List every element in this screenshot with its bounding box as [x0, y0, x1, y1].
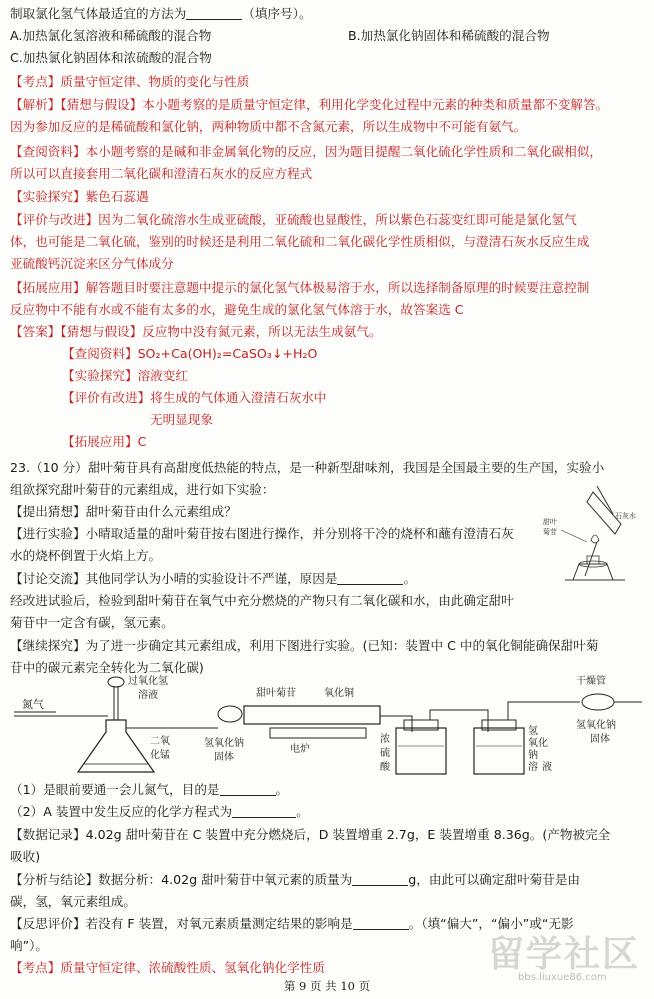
- analysis-line: 【实验探究】紫色石蕊遇: [10, 189, 149, 204]
- svg-text:硫: 硫: [380, 748, 390, 759]
- question-line: 经改进试验后，检验到甜叶菊苷在氧气中充分燃烧的产物只有二氧化碳和水，由此确定甜叶: [10, 593, 514, 608]
- analysis-line: 【拓展应用】解答题目时要注意题中提示的氯化氢气体极易溶于水，所以选择制备原理的时候要注意控制: [10, 280, 590, 295]
- question-line: 【进行实验】小晴取适量的甜叶菊苷按右图进行操作，并分别将干冷的烧杯和蘸有澄清石灰: [10, 526, 514, 541]
- key-point: 【考点】质量守恒定律、物质的变化与性质: [10, 74, 250, 89]
- question-line: 菊苷中一定含有碳，氢元素。: [10, 615, 174, 630]
- svg-text:二氧: 二氧: [150, 736, 170, 747]
- option-line: [10, 26, 644, 46]
- watermark-url: bbs.liuxue86.com: [518, 972, 607, 983]
- limewater-label: 石灰水: [615, 512, 636, 520]
- answer-blank: [232, 803, 296, 818]
- answer-blank: [186, 5, 242, 20]
- svg-text:氧化: 氧化: [528, 738, 548, 749]
- question-line: 【反思评价】若没有 F 装置，对氧元素质量测定结果的影响是 。（填“偏大”，“偏小”或“无影: [10, 916, 574, 931]
- svg-text:溶液: 溶液: [138, 690, 158, 701]
- svg-text:甜叶菊苷: 甜叶菊苷: [256, 688, 296, 699]
- question-line: 吸收): [10, 849, 41, 864]
- question-line: 制取氯化氢气体最适宜的方法为 （填序号）。: [10, 6, 312, 21]
- page-footer: 第 9 页 共 10 页: [283, 979, 371, 993]
- svg-text:液: 液: [542, 762, 552, 773]
- question-line: （1）是眼前要通一会儿氮气，目的是 。: [10, 782, 289, 797]
- analysis-line: 因为参加反应的是稀硫酸和氯化钠，两种物质中都不含氮元素，所以生成物中不可能有氨气。: [10, 119, 527, 134]
- analysis-line: 【评价与改进】因为二氧化硫溶水生成亚硫酸，亚硫酸也显酸性，所以紫色石蕊变红即可能是氯化氢气: [10, 212, 577, 227]
- answer-line: 无明显现象: [150, 412, 213, 427]
- question-line: 苷中的碳元素完全转化为二氧化碳): [10, 660, 204, 675]
- nitrogen-label: 氮气: [22, 698, 44, 711]
- svg-text:酸: 酸: [380, 762, 390, 773]
- key-point: 【考点】质量守恒定律、浓硫酸性质、氢氧化钠化学性质: [10, 960, 325, 975]
- answer-line: 【拓展应用】C: [62, 434, 147, 449]
- svg-text:电炉: 电炉: [290, 744, 310, 755]
- answer-line: 【查阅资料】SO₂+Ca(OH)₂=CaSO₃↓+H₂O: [62, 346, 318, 361]
- svg-text:固体: 固体: [214, 752, 234, 763]
- svg-text:浓: 浓: [380, 734, 390, 745]
- svg-text:溶: 溶: [528, 762, 538, 773]
- answer-blank: [337, 570, 403, 585]
- apparatus-diagram: [8, 672, 646, 780]
- combustion-figure: [535, 484, 645, 589]
- sample-label-2: 菊苷: [543, 528, 557, 536]
- svg-text:氧化铜: 氧化铜: [324, 688, 354, 699]
- svg-text:固体: 固体: [590, 734, 610, 745]
- question-line: 【继续探究】为了进一步确定其元素组成，利用下图进行实验。(已知：装置中 C 中的氧化铜能确保甜叶菊: [10, 638, 599, 653]
- question-line: 碳，氢，氧元素组成。: [10, 894, 136, 909]
- watermark-brand: 留学社区: [488, 934, 641, 975]
- question-line: 【讨论交流】其他同学认为小晴的实验设计不严谨，原因是 。: [10, 571, 417, 586]
- analysis-line: 反应物中不能有水或不能有太多的水，避免生成的氯化氢气体溶于水，故答案选 C: [10, 302, 464, 317]
- option-b: B.加热氯化钠固体和稀硫酸的混合物: [348, 28, 550, 43]
- analysis-line: 【解析】【猜想与假设】本小题考察的是质量守恒定律，利用化学变化过程中元素的种类和质量都不变解答。: [10, 97, 609, 112]
- analysis-line: 体，也可能是二氧化硫，鉴别的时候还是利用二氧化硫和二氧化碳化学性质相似，与澄清石灰水反应生成: [10, 234, 590, 249]
- svg-text:化锰: 化锰: [150, 750, 170, 761]
- analysis-line: 亚硫酸钙沉淀来区分气体成分: [10, 256, 174, 271]
- svg-text:钠: 钠: [528, 750, 538, 761]
- answer-blank: [352, 871, 408, 886]
- analysis-line: 【查阅资料】本小题考察的是碱和非金属氧化物的反应，因为题目提醒二氧化硫化学性质和二氧化碳相似，: [10, 144, 602, 159]
- svg-text:氢氧化钠: 氢氧化钠: [204, 738, 244, 749]
- svg-text:氢氧化钠: 氢氧化钠: [576, 720, 616, 731]
- answer-line: 【实验探究】溶液变红: [62, 368, 188, 383]
- answer-line: 【评价有改进】将生成的气体通入澄清石灰水中: [62, 390, 327, 405]
- question-line: 水的烧杯倒置于火焰上方。: [10, 548, 162, 563]
- option-a: A.加热氯化氢溶液和稀硫酸的混合物: [10, 28, 212, 43]
- svg-text:氢: 氢: [528, 726, 538, 737]
- svg-text:干燥管: 干燥管: [576, 676, 606, 687]
- question-line: 组欲探究甜叶菊苷的元素组成，进行如下实验：: [10, 482, 275, 497]
- question-line: 【提出猜想】甜叶菊苷由什么元素组成？: [10, 504, 237, 519]
- option-c: C.加热氯化钠固体和浓硫酸的混合物: [10, 50, 212, 65]
- question-line: 【数据记录】4.02g 甜叶菊苷在 C 装置中充分燃烧后，D 装置增重 2.7g，E 装置增重 8.36g。(产物被完全: [10, 827, 611, 842]
- question-line: 响”）。: [10, 938, 49, 953]
- sample-label: 甜叶: [543, 518, 557, 526]
- question-line: （2）A 装置中发生反应的化学方程式为 。: [10, 804, 309, 819]
- question-line: 【分析与结论】数据分析：4.02g 甜叶菊苷中氧元素的质量为 g，由此可以确定甜叶菊苷是由: [10, 872, 581, 887]
- svg-text:过氧化氢: 过氧化氢: [128, 676, 168, 687]
- answer-blank: [220, 781, 276, 796]
- analysis-line: 所以可以直接套用二氧化碳和澄清石灰水的反应方程式: [10, 166, 313, 181]
- question-23: 23.（10 分）甜叶菊苷具有高甜度低热能的特点，是一种新型甜味剂，我国是全国最主要的生产国，实验小: [10, 460, 605, 475]
- answer-line: 【答案】【猜想与假设】反应物中没有氮元素，所以无法生成氨气。: [10, 324, 382, 339]
- answer-blank: [353, 915, 409, 930]
